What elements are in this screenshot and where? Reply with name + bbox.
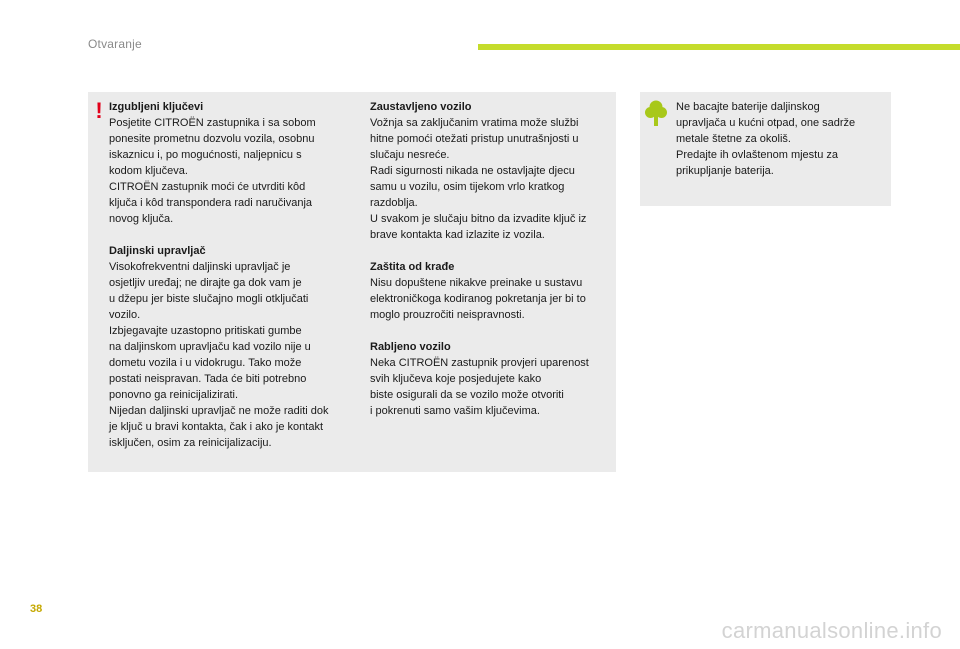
section-text: Posjetite CITROËN zastupnika i sa sobom ponesite prometnu dozvolu vozila, osobnu iskaznicu i, po mogućnosti, naljepnicu s kodom ključeva. CITROËN zastupnik moći će utvrditi kôd ključa i kôd transpondera radi naručivanja novog ključa. xyxy=(109,117,316,225)
section-title: Zaštita od krađe xyxy=(370,261,455,273)
header-accent-bar xyxy=(478,44,960,50)
section-stopped-vehicle xyxy=(370,99,610,243)
section-title: Zaustavljeno vozilo xyxy=(370,101,472,113)
section-text: Vožnja sa zaključanim vratima može službi hitne pomoći otežati pristup unutrašnjosti u slučaju nesreće. Radi sigurnosti nikada ne ostavljajte djecu samu u vozilu, osim tijekom vrlo kratkog razdoblja. U svakom je slučaju bitno da izvadite ključ iz brave kontakta kad izlazite iz vozila. xyxy=(370,117,587,241)
page-section-title: Otvaranje xyxy=(88,37,142,51)
section-text: Nisu dopuštene nikakve preinake u sustavu elektroničkoga kodiranog pokretanja jer bi to moglo prouzročiti neispravnosti. xyxy=(370,277,586,321)
section-remote-control xyxy=(109,243,357,451)
section-title: Daljinski upravljač xyxy=(109,245,206,257)
column-left xyxy=(109,99,357,467)
exclamation-warning-icon: ! xyxy=(95,98,103,123)
section-used-vehicle xyxy=(370,339,610,419)
section-lost-keys xyxy=(109,99,357,227)
section-title: Izgubljeni ključevi xyxy=(109,101,204,113)
watermark: carmanualsonline.info xyxy=(721,618,942,643)
eco-note-text: Ne bacajte baterije daljinskog upravljača u kućni otpad, one sadrže metale štetne za okoliš. Predajte ih ovlaštenom mjestu za prikupljanje baterija. xyxy=(676,101,856,177)
page-number: 38 xyxy=(30,603,43,615)
column-eco-note xyxy=(676,99,881,179)
section-title: Rabljeno vozilo xyxy=(370,341,451,353)
column-middle xyxy=(370,99,610,435)
tree-eco-icon xyxy=(645,99,667,127)
section-anti-theft xyxy=(370,259,610,323)
section-text: Neka CITROËN zastupnik provjeri uparenost svih ključeva koje posjedujete kako biste osigurali da se vozilo može otvoriti i pokrenuti samo vašim ključevima. xyxy=(370,357,589,417)
section-text: Visokofrekventni daljinski upravljač je osjetljiv uređaj; ne dirajte ga dok vam je u džepu jer biste slučajno mogli otključati vozilo. Izbjegavajte uzastopno pritiskati gumbe na daljinskom upravljaču kad vozilo nije u dometu vozila i u vidokrugu. Tako može postati neispravan. Tada će biti potrebno ponovno ga reinicijalizirati. Nijedan daljinski upravljač ne može raditi dok je ključ u bravi kontakta, čak i ako je kontakt isključen, osim za reinicijalizaciju. xyxy=(109,261,329,449)
